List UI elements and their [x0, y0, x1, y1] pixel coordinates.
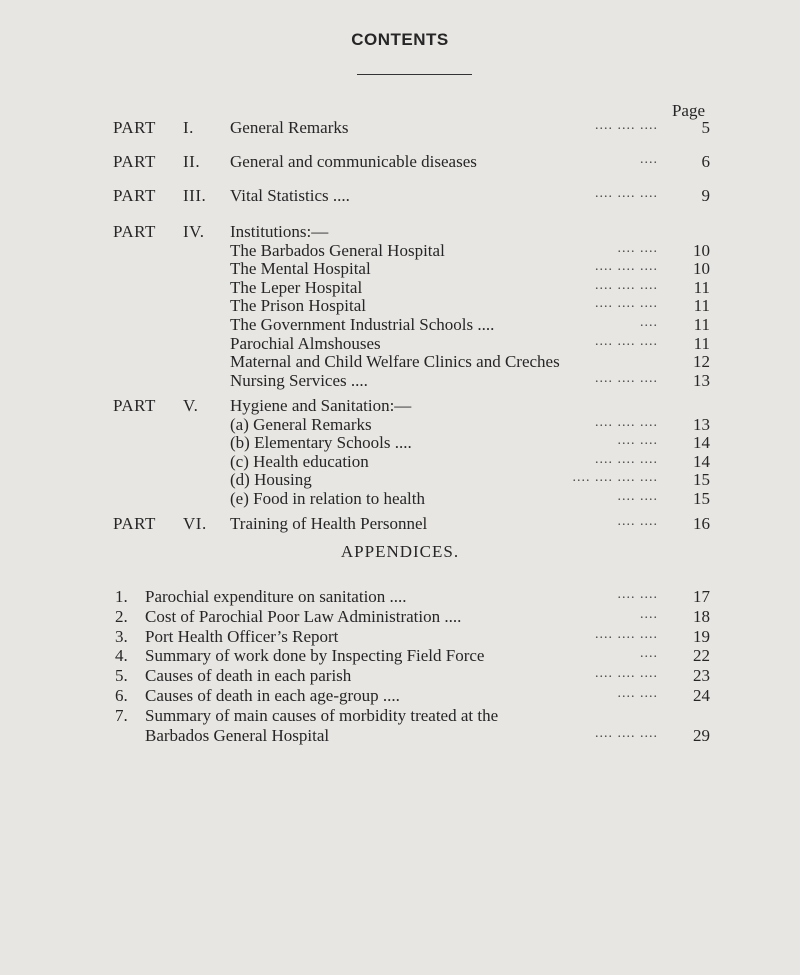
leader-dots: .... ....	[617, 433, 658, 449]
entry-title: The Barbados General Hospital	[230, 240, 445, 260]
entry-title: Hygiene and Sanitation:—	[230, 396, 412, 415]
leader-dots: .... .... ....	[595, 666, 658, 682]
leader-dots: .... .... ....	[595, 277, 658, 293]
leader-dots: .... .... ....	[595, 259, 658, 275]
entry-page-number: 11	[693, 333, 710, 353]
appendix-page-number: 18	[693, 606, 710, 626]
leader-dots: .... ....	[617, 686, 658, 701]
appendix-number: 4.	[115, 646, 128, 666]
part-label	[113, 152, 201, 172]
appendix-entry	[115, 607, 710, 627]
appendix-title: Cost of Parochial Poor Law Administration ....	[145, 606, 462, 626]
appendix-entry	[115, 686, 710, 706]
leader-dots: .... ....	[617, 514, 658, 529]
appendix-page-number: 24	[693, 686, 710, 705]
entry-page-number: 11	[693, 315, 710, 334]
leader-dots: .... ....	[617, 240, 658, 256]
leader-dots: .... ....	[617, 489, 658, 504]
leader-dots: ....	[640, 152, 658, 167]
entry-title: Nursing Services ....	[230, 370, 368, 390]
leader-dots: .... .... ....	[595, 725, 658, 741]
leader-dots: .... .... ....	[595, 333, 658, 349]
entry-page-number: 6	[701, 152, 710, 171]
entry-page-number: 15	[693, 489, 710, 508]
entry-title: The Mental Hospital	[230, 259, 371, 279]
part-number: V.	[183, 396, 199, 415]
appendix-number: 7.	[115, 705, 128, 725]
toc-entry	[230, 186, 710, 208]
part-word: PART	[113, 222, 156, 241]
toc-entry	[230, 371, 710, 393]
title-rule	[357, 74, 472, 75]
leader-dots: ....	[640, 315, 658, 330]
entry-page-number: 5	[701, 118, 710, 137]
part-label	[113, 222, 205, 242]
leader-dots: .... .... ....	[595, 626, 658, 642]
toc-entry	[230, 514, 710, 536]
leader-dots: .... .... ....	[595, 451, 658, 467]
appendix-entry	[115, 726, 710, 746]
entry-title: Maternal and Child Welfare Clinics and Creches	[230, 352, 560, 372]
page-column-header: Page	[671, 101, 705, 120]
part-number: I.	[183, 118, 194, 137]
part-label	[113, 396, 199, 416]
appendix-page-number: 23	[693, 666, 710, 686]
entry-page-number: 16	[693, 514, 710, 533]
entry-title: Institutions:—	[230, 222, 329, 241]
leader-dots: .... .... ....	[595, 414, 658, 430]
entry-page-number: 15	[693, 470, 710, 490]
part-word: PART	[113, 118, 156, 137]
appendix-page-number: 29	[693, 725, 710, 745]
leader-dots: ....	[640, 606, 658, 622]
entry-title: (b) Elementary Schools ....	[230, 433, 412, 453]
entry-title: (e) Food in relation to health	[230, 489, 425, 508]
leader-dots: .... .... ....	[595, 186, 658, 201]
leader-dots: .... .... .... ....	[572, 470, 658, 486]
part-word: PART	[113, 152, 156, 171]
part-number: II.	[183, 152, 201, 171]
entry-title: General and communicable diseases	[230, 152, 477, 171]
appendix-entry	[115, 646, 710, 666]
appendices-title: APPENDICES.	[340, 542, 460, 561]
entry-page-number: 14	[693, 451, 710, 471]
entry-page-number: 10	[693, 240, 710, 260]
appendix-number: 2.	[115, 606, 128, 626]
appendix-entry	[115, 666, 710, 686]
entry-title: (a) General Remarks	[230, 414, 372, 434]
appendix-title: Barbados General Hospital	[145, 725, 330, 745]
toc-entry	[230, 152, 710, 174]
appendix-title: Port Health Officer’s Report	[145, 626, 339, 646]
appendix-title: Summary of main causes of morbidity treated at the	[145, 705, 499, 725]
entry-page-number: 11	[693, 296, 710, 316]
entry-page-number: 13	[693, 414, 710, 434]
entry-title: The Prison Hospital	[230, 296, 366, 316]
entry-page-number: 11	[693, 277, 710, 297]
entry-page-number: 14	[693, 433, 710, 453]
entry-title: Training of Health Personnel	[230, 514, 428, 533]
appendix-page-number: 17	[693, 587, 710, 606]
appendix-title: Causes of death in each age-group ....	[145, 686, 400, 705]
appendix-number: 5.	[115, 666, 128, 686]
part-word: PART	[113, 186, 156, 205]
part-number: IV.	[183, 222, 205, 241]
entry-page-number: 13	[693, 370, 710, 390]
part-label	[113, 118, 194, 138]
leader-dots: .... .... ....	[595, 296, 658, 312]
leader-dots: .... ....	[617, 587, 658, 602]
entry-page-number: 10	[693, 259, 710, 279]
appendix-entry	[115, 706, 710, 726]
toc-entry	[230, 118, 710, 140]
leader-dots: .... .... ....	[595, 118, 658, 133]
leader-dots: ....	[640, 646, 658, 662]
entry-title: (d) Housing	[230, 470, 312, 490]
entry-title: The Leper Hospital	[230, 277, 363, 297]
leader-dots: .... .... ....	[595, 370, 658, 386]
entry-title: General Remarks	[230, 118, 349, 137]
part-number: VI.	[183, 514, 207, 533]
appendix-number: 3.	[115, 626, 128, 646]
entry-title: Parochial Almshouses	[230, 333, 381, 353]
part-word: PART	[113, 396, 156, 415]
appendix-entry	[115, 587, 710, 607]
entry-page-number: 12	[693, 352, 710, 372]
appendix-title: Causes of death in each parish	[145, 666, 352, 686]
appendix-title: Summary of work done by Inspecting Field Force	[145, 646, 485, 666]
toc-entry	[230, 489, 710, 511]
page-title: CONTENTS	[351, 30, 449, 49]
entry-page-number: 9	[701, 186, 710, 205]
appendix-page-number: 22	[693, 646, 710, 666]
part-label	[113, 514, 207, 534]
part-word: PART	[113, 514, 156, 533]
entry-title: (c) Health education	[230, 451, 369, 471]
appendix-entry	[115, 627, 710, 647]
part-number: III.	[183, 186, 207, 205]
appendix-page-number: 19	[693, 626, 710, 646]
entry-title: The Government Industrial Schools ....	[230, 315, 495, 334]
appendix-number: 1.	[115, 587, 128, 606]
appendix-number: 6.	[115, 686, 128, 705]
entry-title: Vital Statistics ....	[230, 186, 350, 205]
part-label	[113, 186, 207, 206]
appendix-title: Parochial expenditure on sanitation ....	[145, 587, 407, 606]
